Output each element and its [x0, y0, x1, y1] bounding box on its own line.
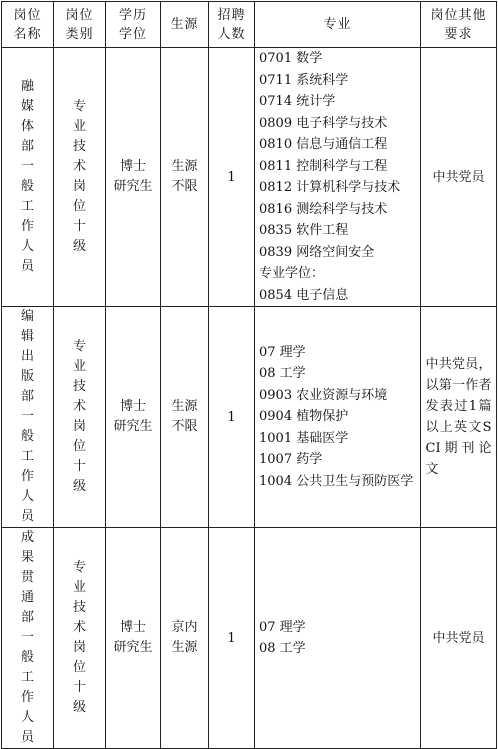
table-row	[2, 528, 497, 749]
header-source: 生源	[161, 2, 209, 48]
major-cell: 0701 数学 0711 系统科学 0714 统计学 0809 电子科学与技术 0810 信息与通信工程 0811 控制科学与工程 0812 计算机科学与技术 0816 测绘科学与技术 0835 软件工程 0839 网络空间安全 专业学位： 0854 电子信息	[255, 48, 421, 307]
header-position-name: 岗位 名称	[2, 2, 54, 48]
header-row	[2, 2, 497, 48]
source-cell: 京内 生源	[161, 528, 209, 749]
header-degree: 学历 学位	[106, 2, 161, 48]
degree-cell: 博士 研究生	[106, 307, 161, 528]
degree-cell: 博士 研究生	[106, 528, 161, 749]
header-other-requirements: 岗位其他 要求	[421, 2, 497, 48]
position-category-cell: 专业技术岗位十级	[54, 48, 106, 307]
position-name-cell: 融媒体部一般工作人员	[2, 48, 54, 307]
requirement-cell: 中共党员	[421, 48, 497, 307]
requirement-cell: 中共党员，以第一作者发表过1篇以上英文SCI期刊论文	[421, 307, 497, 528]
position-name-cell: 编辑出版部一般工作人员	[2, 307, 54, 528]
position-category-cell: 专业技术岗位十级	[54, 528, 106, 749]
header-major: 专业	[255, 2, 421, 48]
recruitment-table	[1, 1, 497, 749]
position-category-cell: 专业技术岗位十级	[54, 307, 106, 528]
header-headcount: 招聘 人数	[209, 2, 255, 48]
degree-cell: 博士 研究生	[106, 48, 161, 307]
headcount-cell: 1	[209, 307, 255, 528]
header-position-category: 岗位 类别	[54, 2, 106, 48]
major-cell: 07 理学 08 工学	[255, 528, 421, 749]
requirement-cell: 中共党员	[421, 528, 497, 749]
headcount-cell: 1	[209, 528, 255, 749]
position-name-cell: 成果贯通部一般工作人员	[2, 528, 54, 749]
table-row	[2, 307, 497, 528]
source-cell: 生源 不限	[161, 307, 209, 528]
headcount-cell: 1	[209, 48, 255, 307]
major-cell: 07 理学 08 工学 0903 农业资源与环境 0904 植物保护 1001 基础医学 1007 药学 1004 公共卫生与预防医学	[255, 307, 421, 528]
source-cell: 生源 不限	[161, 48, 209, 307]
table-row	[2, 48, 497, 307]
